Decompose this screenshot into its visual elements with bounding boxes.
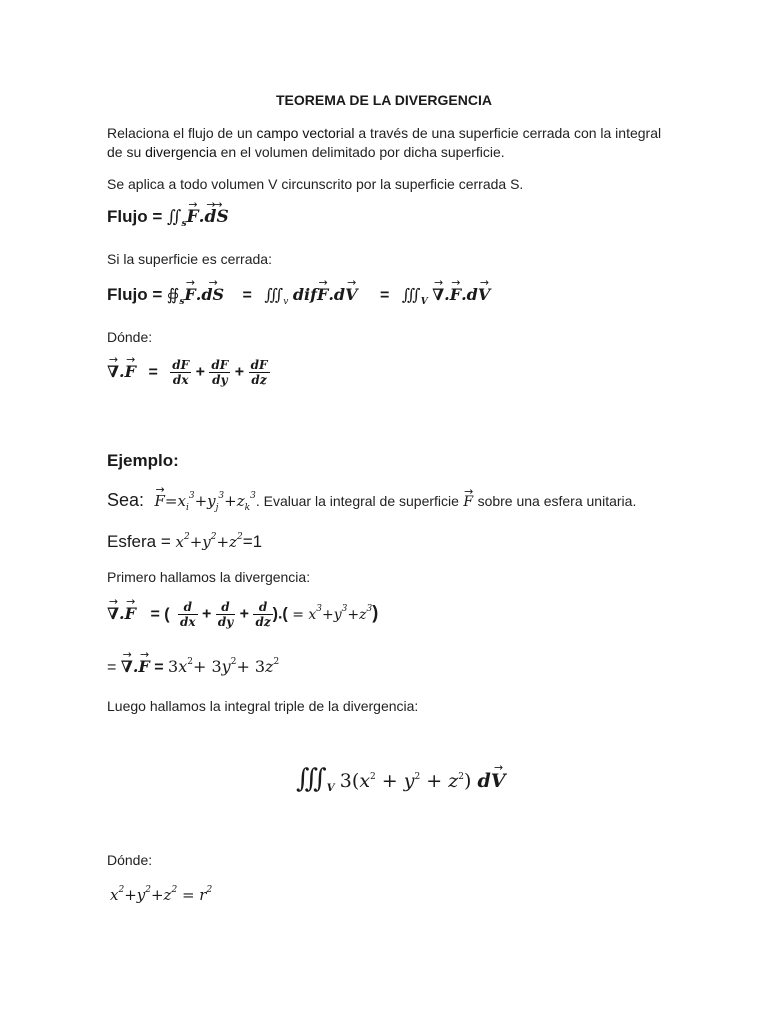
intro-line-2 [107, 143, 505, 162]
page-title: TEOREMA DE LA DIVERGENCIA [276, 92, 492, 108]
divergence-computation: → ∇.→ F = ( $\frac{d}{dx}$ + $\frac{d}{dy}$ + $\frac{d}{dz}$ ).( = $x^3+y^3+z^3$) [107, 600, 378, 629]
ejemplo-heading: Ejemplo: [107, 451, 179, 470]
intro-text-3: de su [107, 144, 146, 160]
intro-text-4: en el volumen delimitado por dicha superficie. [216, 144, 505, 160]
flujo-label-2: Flujo = [107, 285, 163, 304]
primero-text: Primero hallamos la divergencia: [107, 569, 311, 585]
esfera-line: Esfera = $x^2+y^2+z^2=1$ [107, 532, 263, 551]
intro-line-1 [107, 124, 661, 143]
divergence-result: = → ∇.→ $F = 3x^2+ 3y^2+ 3z^2$ [107, 657, 279, 677]
sea-line: Sea: → $F=x_i^3+y_j^3+z_k^3$. Evaluar la integral de superficie → F sobre una esfera unitaria. [107, 490, 636, 513]
donde-label-2: Dónde: [107, 852, 153, 868]
radius-equation: $x^2+y^2+z^2 = r^2$ [110, 885, 213, 904]
flujo-label: Flujo = [107, 207, 163, 226]
esfera-label: Esfera = [107, 532, 171, 551]
sea-text: . Evaluar la integral de superficie [255, 493, 459, 509]
flux-formula: Flujo = $∬_s\to F.\to d\to S$ [107, 207, 229, 229]
sea-text-2: sobre una esfera unitaria. [477, 493, 637, 509]
intro-text-1: Relaciona el flujo de un [107, 125, 257, 141]
closed-surface-text: Si la superficie es cerrada: [107, 251, 272, 267]
flux-closed-formula: Flujo = $∯_s\to F.\to$ dS = $∭_v$ $dif\to F.d\to V = ∭_V$ → ∇.→ F.d→ V [107, 285, 490, 307]
campo-vectorial-link[interactable]: campo vectorial [256, 125, 355, 141]
divergencia-link[interactable]: divergencia [145, 144, 217, 160]
applies-text: Se aplica a todo volumen V circunscrito por la superficie cerrada S. [107, 176, 524, 192]
divergence-definition: → ∇.→ F = $\frac{dF}{dx}$ + $\frac{dF}{dy}$ + $\frac{dF}{dz}$ [107, 358, 270, 387]
donde-label-1: Dónde: [107, 329, 153, 345]
luego-text: Luego hallamos la integral triple de la divergencia: [107, 698, 419, 714]
triple-integral: $∭_V$ $3(x^2 + y^2 + z^2)$ d→ V [296, 764, 505, 794]
intro-text-2: a través de una superficie cerrada con la integral [354, 125, 662, 141]
sea-label: Sea: [107, 490, 145, 510]
esfera-rhs: =1 [242, 532, 263, 551]
